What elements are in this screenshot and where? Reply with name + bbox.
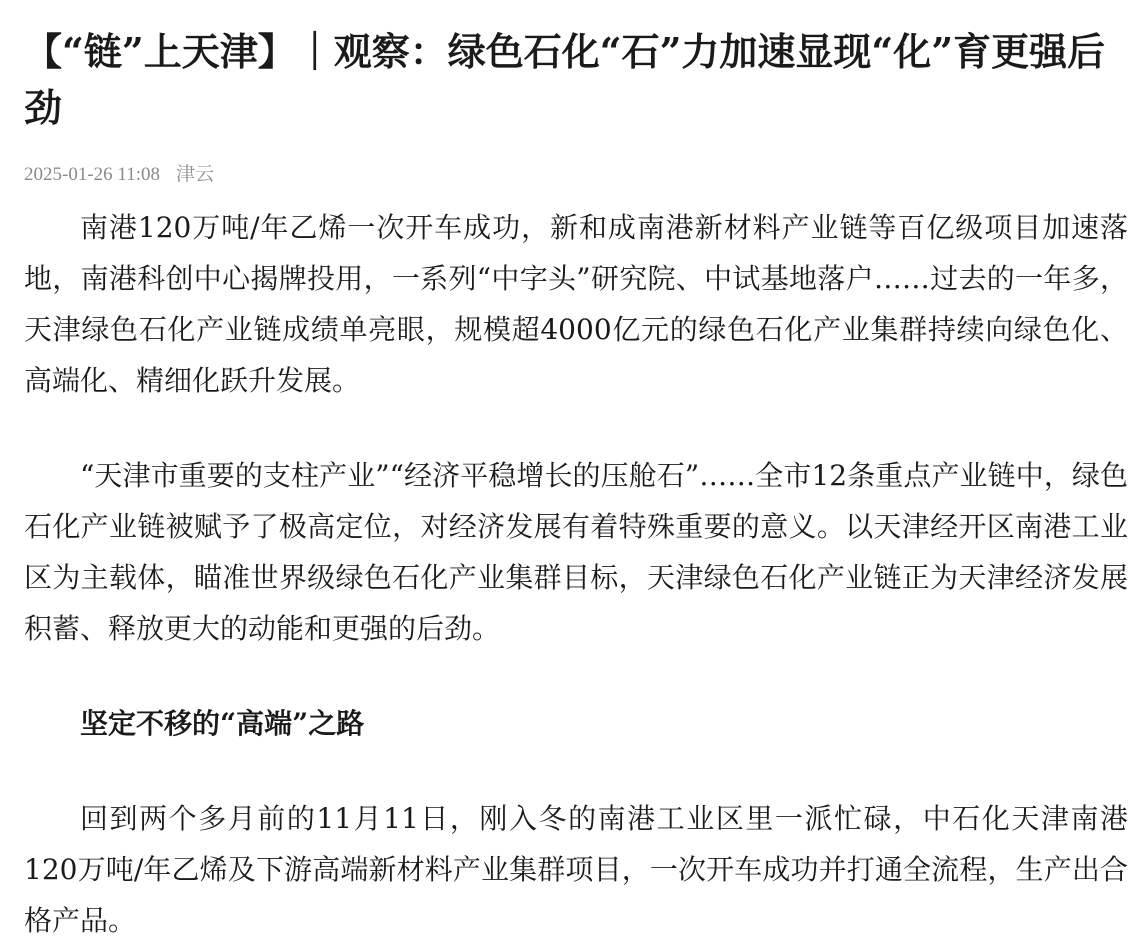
article — [24, 24, 1128, 946]
article-meta — [24, 162, 1128, 188]
article-source: 津云 — [175, 164, 214, 185]
publish-date: 2025-01-26 11:08 — [24, 164, 160, 185]
article-paragraph: 南港120万吨/年乙烯一次开车成功，新和成南港新材料产业链等百亿级项目加速落地，南港科创中心揭牌投用，一系列“中字头”研究院、中试基地落户……过去的一年多，天津绿色石化产业链成绩单亮眼，规模超4000亿元的绿色石化产业集群持续向绿色化、高端化、精细化跃升发展。 — [24, 211, 1128, 397]
article-paragraph: “天津市重要的支柱产业”“经济平稳增长的压舱石”……全市12条重点产业链中，绿色石化产业链被赋予了极高定位，对经济发展有着特殊重要的意义。以天津经开区南港工业区为主载体，瞄准世界级绿色石化产业集群目标，天津绿色石化产业链正为天津经济发展积蓄、释放更大的动能和更强的后劲。 — [24, 459, 1128, 645]
article-paragraph: 回到两个多月前的11月11日，刚入冬的南港工业区里一派忙碌，中石化天津南港120万吨/年乙烯及下游高端新材料产业集群项目，一次开车成功并打通全流程，生产出合格产品。 — [24, 802, 1128, 937]
article-title: 【“链”上天津】｜观察：绿色石化“石”力加速显现“化”育更强后劲 — [24, 29, 1106, 130]
section-subheading: 坚定不移的“高端”之路 — [80, 707, 365, 740]
